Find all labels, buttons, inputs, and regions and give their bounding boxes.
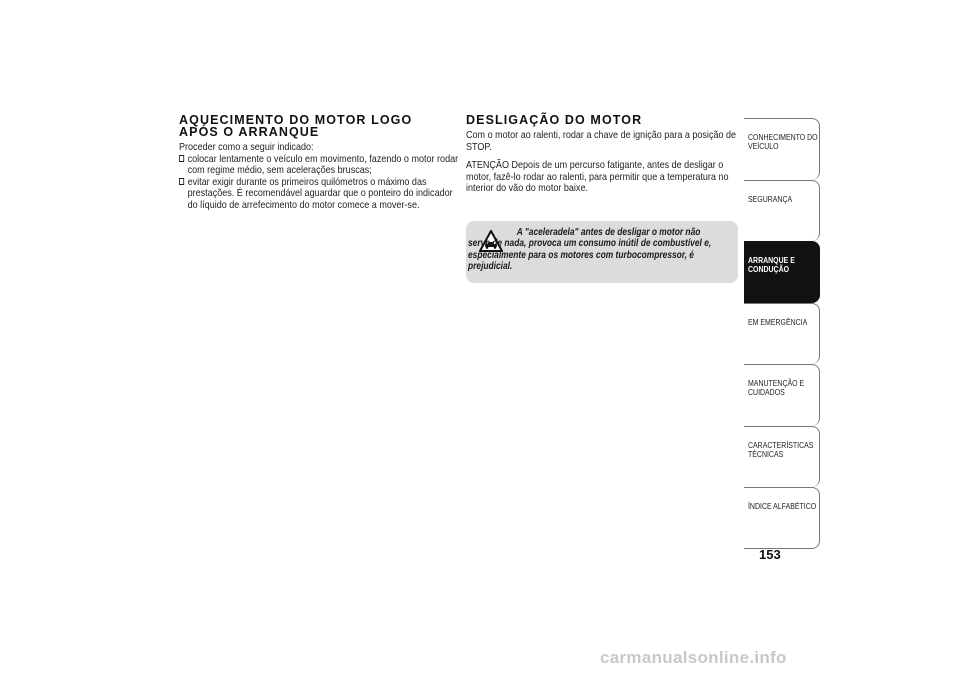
watermark: carmanualsonline.info xyxy=(600,648,787,667)
tab-conhecimento[interactable] xyxy=(744,118,820,180)
chapter-tabs xyxy=(744,118,820,549)
tab-arranque[interactable] xyxy=(744,241,820,303)
tab-label: CARACTERÍSTICAS TÉCNICAS xyxy=(748,439,814,459)
checkbox-bullet-icon xyxy=(179,155,184,162)
checkbox-bullet-icon xyxy=(179,178,184,185)
tab-manutencao[interactable] xyxy=(744,364,820,426)
tab-seguranca[interactable] xyxy=(744,180,820,242)
bullet-text: evitar exigir durante os primeiros quilómetros o máximo das prestações. É recomendável aguardar que o ponteiro do indicador do líquido de arrefecimento do motor comece a mover-se. xyxy=(187,175,453,211)
tab-label: SEGURANÇA xyxy=(748,193,793,204)
left-column xyxy=(179,113,459,211)
intro-text: Proceder como a seguir indicado: xyxy=(179,141,314,153)
tab-label: EM EMERGÊNCIA xyxy=(748,316,808,327)
list-item xyxy=(179,177,459,212)
tab-label: CONHECIMENTO DO VEÍCULO xyxy=(748,132,818,151)
tab-label: ARRANQUE E CONDUÇÃO xyxy=(748,255,795,274)
right-column xyxy=(466,114,738,202)
paragraph-attention: ATENÇÃO Depois de um percurso fatigante, antes de desligar o motor, fazê-lo rodar ao ralenti, para permitir que a temperatura no interior do vão do motor baixe. xyxy=(466,159,729,194)
warning-box xyxy=(466,221,738,283)
tab-emergencia[interactable] xyxy=(744,303,820,365)
list-item xyxy=(179,154,459,177)
tab-indice[interactable] xyxy=(744,487,820,549)
section-heading-shutdown: DESLIGAÇÃO DO MOTOR xyxy=(466,113,643,127)
bullet-text: colocar lentamente o veículo em movimento, fazendo o motor rodar com regime médio, sem acelerações bruscas; xyxy=(187,152,459,176)
section-heading-warmup: AQUECIMENTO DO MOTOR LOGO APÓS O ARRANQUE xyxy=(179,113,413,139)
tab-label: ÍNDICE ALFABÉTICO xyxy=(748,501,817,511)
warning-text: A "aceleradela" antes de desligar o motor não serve de nada, provoca um consumo inútil de combustível e, especialmente para os motores com turbocompressor, é prejudicial. xyxy=(468,227,712,273)
page-number: 153 xyxy=(759,547,781,562)
paragraph-stop: Com o motor ao ralenti, rodar a chave de ignição para a posição de STOP. xyxy=(466,129,737,153)
tab-label: MANUTENÇÃO E CUIDADOS xyxy=(748,378,805,397)
tab-caracteristicas[interactable] xyxy=(744,426,820,488)
